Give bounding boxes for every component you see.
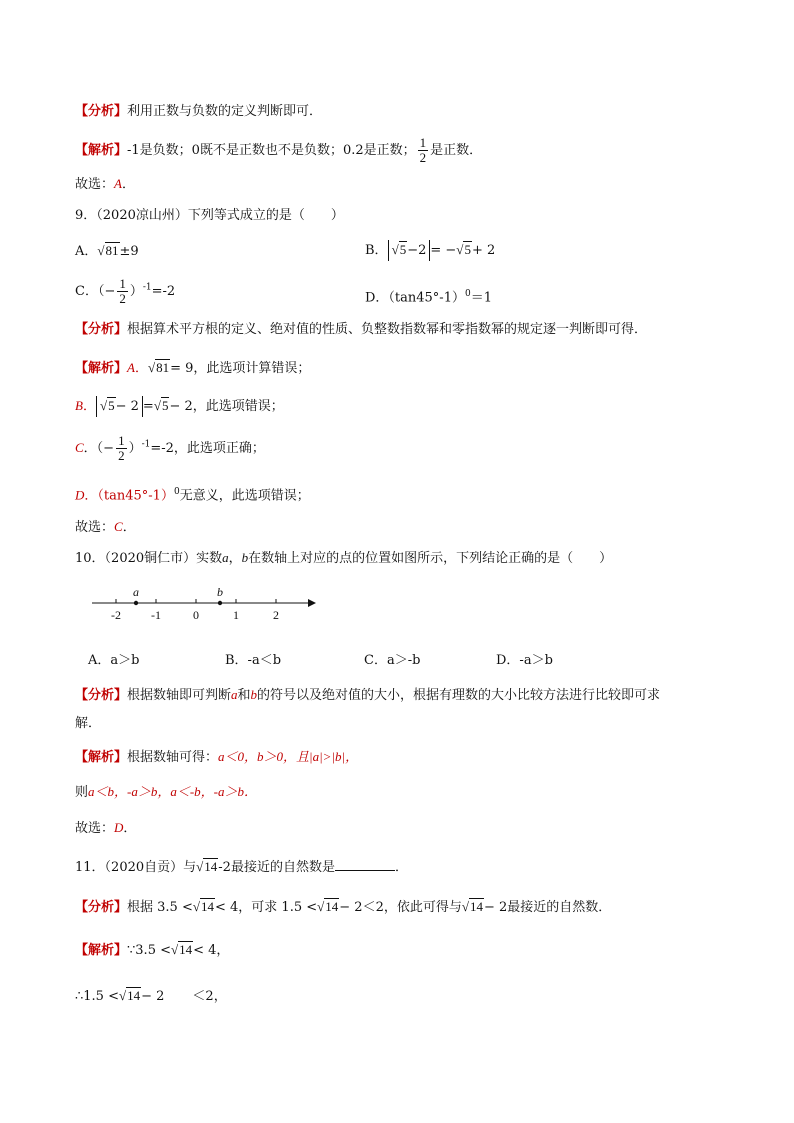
solution-tag: 【解析】 (75, 750, 128, 765)
exponent: -1 (141, 439, 151, 450)
q9-option-c (75, 277, 175, 306)
q9-stem: 9．（2020凉山州）下列等式成立的是（ ） (75, 208, 344, 223)
point-label-b: b (217, 585, 223, 599)
answer-end: ． (123, 821, 137, 836)
number-line-figure (90, 583, 330, 623)
analysis-text: − 2＜2，依此可得与 (339, 900, 462, 915)
analysis-text: < 4，可求 1.5 < (215, 900, 318, 915)
radicand: 14 (204, 859, 218, 874)
tick-label: -2 (111, 608, 121, 622)
q10-solution (75, 748, 358, 767)
answer-end: ． (121, 177, 135, 192)
exponent: 0 (464, 289, 471, 299)
stem-rest: 在数轴上对应的点的位置如图所示，下列结论正确的是（ ） (248, 551, 613, 566)
equals-minus: = − (430, 243, 457, 258)
radicand: 14 (127, 988, 141, 1003)
fraction-denominator: 2 (119, 291, 126, 306)
solution-text: ，此选项计算错误； (193, 361, 311, 376)
solution-text: =-2，此选项正确； (150, 441, 265, 456)
solution-text: ∴1.5 < (75, 989, 119, 1004)
analysis-tag: 【分析】 (75, 104, 128, 119)
analysis-tag: 【分析】 (75, 900, 128, 915)
sqrt: √14 (461, 899, 483, 914)
analysis-text: 利用正数与负数的定义判断即可． (127, 104, 323, 119)
stem-mid: -2最接近的自然数是 (218, 860, 335, 875)
radicand: 14 (201, 899, 214, 914)
q10-option-a: A．a＞b (88, 653, 140, 668)
q8-solution (75, 136, 482, 165)
q8-answer (75, 175, 135, 194)
point-label-a: a (133, 585, 139, 599)
radicand: 14 (179, 942, 193, 957)
fraction-numerator: 1 (419, 135, 427, 150)
absolute-value (96, 396, 143, 417)
fraction (418, 136, 429, 165)
q9-solution-b (75, 396, 284, 417)
fraction-denominator: 2 (419, 150, 427, 165)
sqrt: √5 (391, 242, 407, 257)
fraction (117, 277, 128, 306)
solution-text: < 4， (193, 943, 230, 958)
comma: ， (228, 551, 242, 566)
analysis-text: − 2最接近的自然数． (484, 900, 612, 915)
q9-option-a (75, 242, 139, 261)
radicand: 14 (325, 899, 339, 914)
q9-option-d (365, 285, 492, 307)
q10-option-c: C．a＞-b (364, 653, 421, 668)
sqrt: √5 (153, 398, 169, 413)
answer-letter: A (114, 176, 122, 191)
axis-arrow (308, 599, 316, 607)
stem-text: 10．（2020铜仁市）实数 (75, 551, 223, 566)
radicand: 81 (105, 243, 119, 258)
minus-two: −2 (407, 243, 427, 258)
tick-label: 1 (233, 608, 239, 622)
option-letter: B (75, 398, 83, 413)
open-paren: ．（− (83, 441, 115, 456)
analysis-text: 和 (237, 688, 251, 703)
option-label: B． (365, 243, 388, 258)
q9-solution-d (75, 483, 310, 505)
tick-label: 2 (273, 608, 279, 622)
exponent: 0 (173, 487, 180, 497)
close-paren: ） (129, 284, 143, 299)
solution-end: 是正数． (430, 143, 483, 158)
dot: ． (134, 361, 148, 376)
sqrt: √14 (317, 899, 339, 914)
answer-letter: C (114, 519, 123, 534)
analysis-text: 根据数轴即可判断 (127, 688, 232, 703)
sqrt: √14 (196, 859, 218, 874)
radicand: 5 (399, 242, 407, 257)
analysis-tag: 【分析】 (75, 322, 128, 337)
var-a: a (222, 550, 229, 565)
solution-text: ∵3.5 < (127, 943, 171, 958)
sqrt: √5 (456, 242, 471, 257)
q9-option-b (365, 240, 495, 261)
point-a (134, 601, 138, 605)
answer-label: 故选： (75, 821, 115, 836)
radicand: 5 (464, 242, 471, 257)
minus-two: − 2 (169, 399, 193, 414)
var-a: a (231, 687, 238, 702)
sqrt: √81 (147, 360, 170, 375)
option-text: D．（tan45°-1） (365, 290, 465, 306)
option-label: C．（− (75, 284, 116, 299)
option-value: =-2 (151, 284, 176, 299)
exponent: -1 (142, 282, 152, 293)
answer-label: 故选： (75, 177, 115, 192)
answer-letter: D (114, 820, 124, 835)
equals: = (142, 399, 154, 414)
equation: = 9 (170, 361, 194, 376)
solution-text: -1是负数；0既不是正数也不是负数；0.2是正数； (127, 143, 416, 158)
absolute-value (388, 240, 431, 261)
q11-stem (75, 856, 408, 877)
solution-text: 根据数轴可得： (127, 750, 219, 765)
option-rest: ±9 (119, 244, 139, 259)
q9-answer (75, 518, 136, 537)
q10-answer (75, 819, 136, 838)
tick-label: 0 (193, 608, 199, 622)
expression: ．（tan45°-1） (84, 488, 174, 504)
answer-end: ． (122, 520, 136, 535)
sqrt: √14 (118, 988, 141, 1003)
radicand: 14 (470, 899, 483, 914)
sqrt: √14 (171, 942, 193, 957)
minus-two: − 2 (115, 399, 139, 414)
q11-solution-2 (75, 987, 227, 1006)
sqrt: √14 (192, 899, 214, 914)
solution-text: − 2 (141, 989, 165, 1004)
radicand: 5 (161, 398, 169, 413)
sqrt: √81 (97, 243, 119, 258)
var-b: b (250, 687, 258, 702)
answer-label: 故选： (75, 520, 115, 535)
q10-option-b: B．-a＜b (225, 653, 282, 668)
solution-text: 无意义，此选项错误； (179, 488, 310, 504)
then-math: a＜b，-a＞b，a＜-b，-a＞b． (88, 784, 258, 799)
q9-analysis (75, 321, 647, 339)
fraction-numerator: 1 (119, 276, 126, 291)
plus-two: + 2 (471, 243, 496, 258)
q10-analysis (75, 686, 660, 705)
stem-text: 11．（2020自贡）与 (75, 860, 197, 875)
answer-blank[interactable] (335, 856, 395, 871)
var-b: b (241, 550, 249, 565)
analysis-text: 根据算术平方根的定义、绝对值的性质、负整数指数幂和零指数幂的规定逐一判断即可得． (127, 322, 648, 337)
sqrt: √5 (99, 398, 115, 413)
close-paren: ） (128, 441, 142, 456)
solution-tag: 【解析】 (75, 943, 128, 958)
q9-solution-c (75, 434, 265, 463)
option-value: ＝1 (470, 290, 492, 306)
solution-text: ，此选项错误； (192, 399, 284, 414)
analysis-tag: 【分析】 (75, 688, 128, 703)
solution-math: a＜0，b＞0，且|a|>|b|， (218, 749, 359, 764)
q11-solution-1 (75, 941, 229, 960)
fraction (116, 434, 127, 463)
fraction-denominator: 2 (118, 448, 125, 463)
q10-stem (75, 549, 612, 568)
number-line (92, 585, 316, 622)
option-letter: C (75, 440, 84, 455)
solution-tag: 【解析】 (75, 143, 128, 158)
q11-analysis (75, 898, 611, 917)
solution-text: ＜2， (192, 989, 227, 1004)
solution-tag: 【解析】 (75, 361, 128, 376)
q9-solution-a (75, 359, 310, 378)
option-label: A． (75, 244, 98, 259)
tick-label: -1 (151, 608, 161, 622)
dot: ． (82, 399, 96, 414)
radicand: 81 (156, 360, 170, 375)
fraction-numerator: 1 (118, 433, 125, 448)
point-b (218, 601, 222, 605)
option-letter: A (127, 360, 135, 375)
q8-analysis (75, 103, 322, 121)
analysis-text: 的符号以及绝对值的大小，根据有理数的大小比较方法进行比较即可求 (257, 688, 661, 703)
q10-analysis-line2: 解． (75, 716, 102, 731)
analysis-text: 根据 3.5 < (127, 900, 193, 915)
q10-option-d: D．-a＞b (496, 653, 553, 668)
stem-end: ． (394, 860, 408, 875)
option-letter: D (75, 487, 85, 503)
then-text: 则 (75, 785, 89, 800)
radicand: 5 (108, 398, 115, 413)
q10-then (75, 783, 257, 802)
